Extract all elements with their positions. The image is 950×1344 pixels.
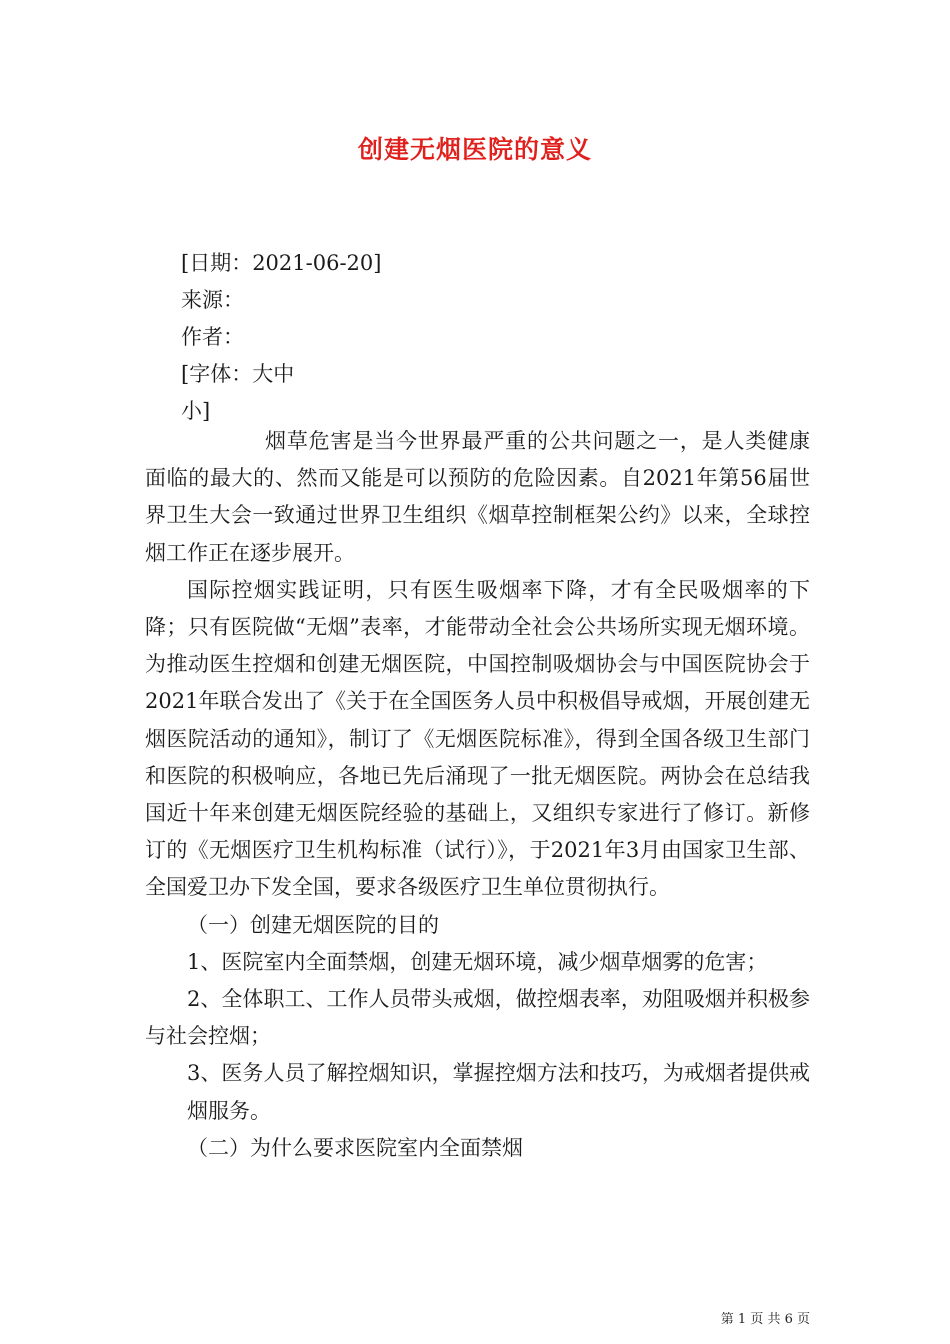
- meta-font-size-cont: 小]: [181, 399, 211, 423]
- list-item: 2、全体职工、工作人员带头戒烟，做控烟表率，劝阻吸烟并积极参与社会控烟；: [145, 987, 810, 1049]
- meta-date: [日期：2021-06-20]: [181, 251, 382, 275]
- list-item: 3、医务人员了解控烟知识，掌握控烟方法和技巧，为戒烟者提供戒烟服务。: [187, 1061, 810, 1123]
- meta-author: 作者：: [181, 325, 244, 349]
- meta-source: 来源：: [181, 288, 244, 312]
- paragraph: 国际控烟实践证明，只有医生吸烟率下降，才有全民吸烟率的下降；只有医院做“无烟”表率，才能带动全社会公共场所实现无烟环境。为推动医生控烟和创建无烟医院，中国控制吸烟协会与中国医院协会于2021年联合发出了《关于在全国医务人员中积极倡导戒烟，开展创建无烟医院活动的通知》，制订了《无烟医院标准》，得到全国各级卫生部门和医院的积极响应，各地已先后涌现了一批无烟医院。两协会在总结我国近十年来创建无烟医院经验的基础上，又组织专家进行了修订。新修订的《无烟医疗卫生机构标准（试行）》，于2021年3月由国家卫生部、全国爱卫办下发全国，要求各级医疗卫生单位贯彻执行。: [145, 577, 810, 900]
- list-item: 1、医院室内全面禁烟，创建无烟环境，减少烟草烟雾的危害；: [187, 949, 768, 974]
- meta-font-size: [字体：大中: [181, 362, 295, 386]
- paragraph: 烟草危害是当今世界最严重的公共问题之一，是人类健康面临的最大的、然而又能是可以预防的危险因素。自2021年第56届世界卫生大会一致通过世界卫生组织《烟草控制框架公约》以来，全球控烟工作正在逐步展开。: [145, 429, 810, 565]
- article-body: [145, 423, 810, 1167]
- article-meta: [181, 245, 381, 430]
- page-title: 创建无烟医院的意义: [357, 135, 592, 164]
- section-heading: （二）为什么要求医院室内全面禁烟: [187, 1135, 523, 1160]
- page-number: 第 1 页 共 6 页: [720, 1312, 810, 1327]
- section-heading: （一）创建无烟医院的目的: [187, 912, 439, 937]
